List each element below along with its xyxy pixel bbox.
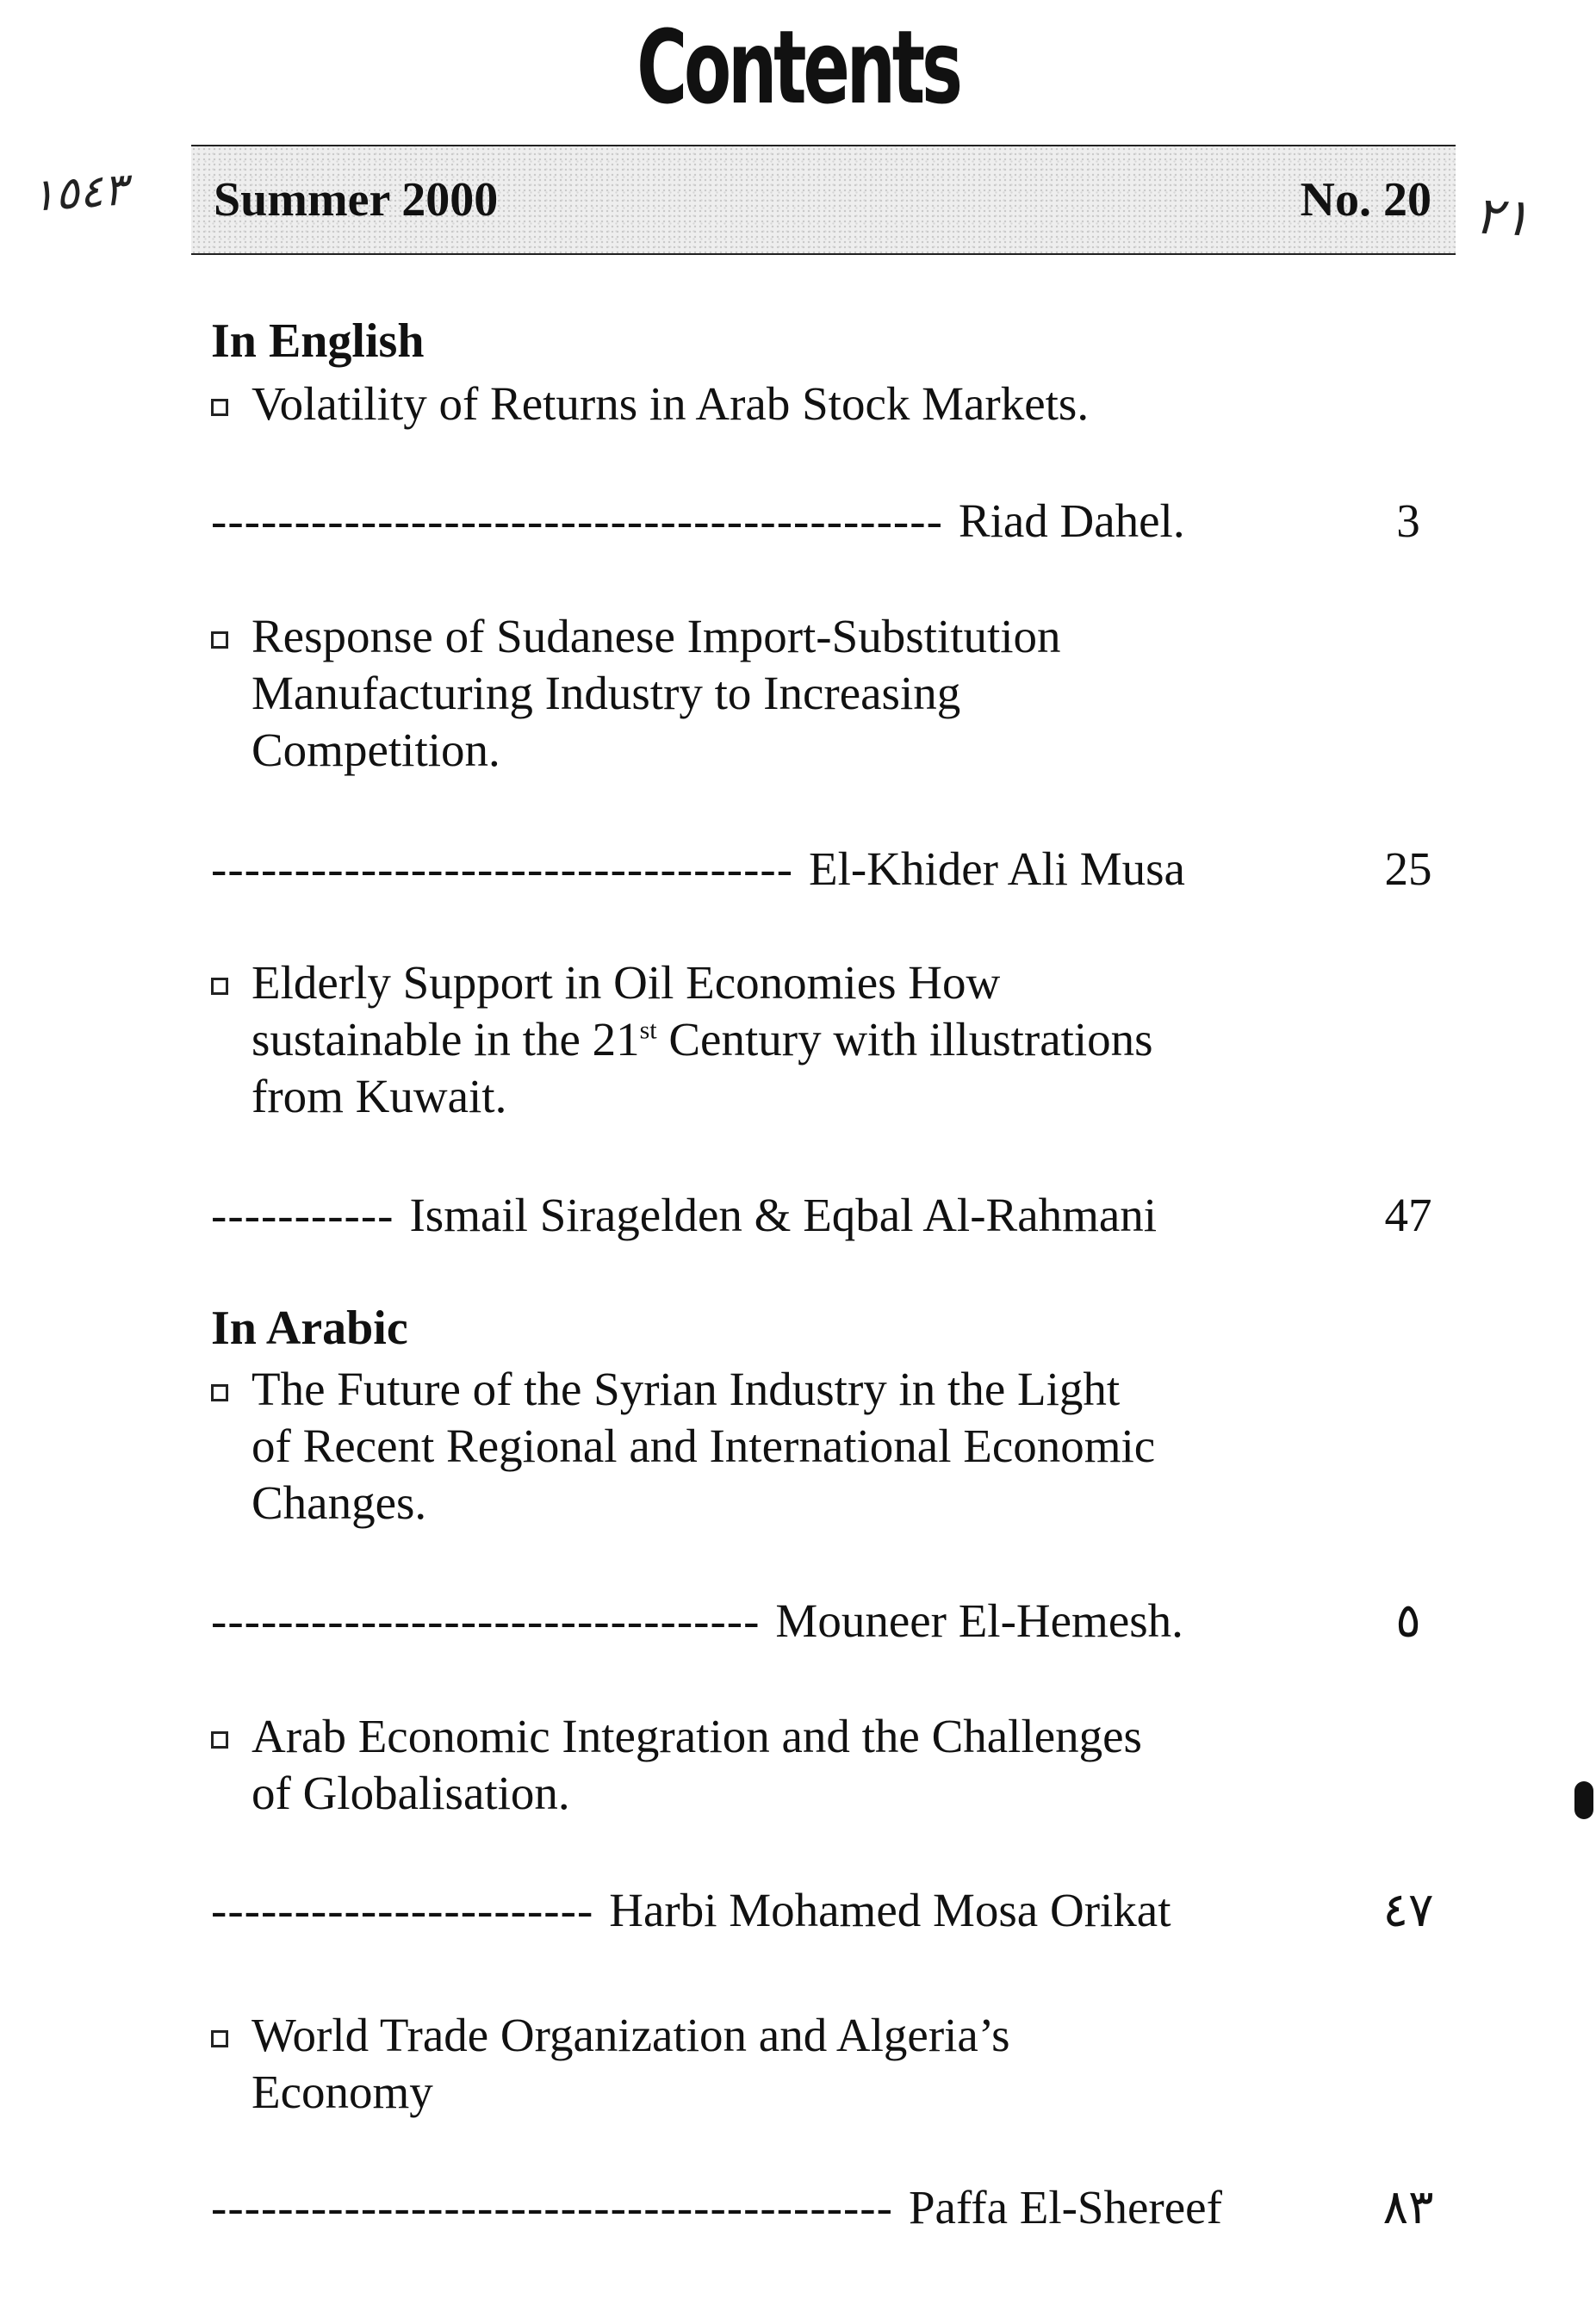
section-heading-arabic: In Arabic xyxy=(211,1302,408,1355)
article-title-line: Changes. xyxy=(252,1476,427,1529)
article-title-line: Competition. xyxy=(252,724,500,776)
leader-dashes: ----------- xyxy=(211,1189,394,1241)
article-title-line: Elderly Support in Oil Economies How xyxy=(252,956,1001,1009)
article-title xyxy=(252,2007,1010,2121)
article-page-number: 25 xyxy=(1384,842,1432,895)
scan-edge-mark xyxy=(1574,1781,1593,1819)
checkbox-bullet-icon xyxy=(211,2030,228,2047)
byline-elderly-support xyxy=(211,1185,1432,1246)
article-title-fragment: sustainable in the 21 xyxy=(252,1013,640,1066)
article-title-line: The Future of the Syrian Industry in the Light xyxy=(252,1363,1121,1415)
checkbox-bullet-icon xyxy=(211,1731,228,1749)
article-wto-algeria[interactable] xyxy=(211,2007,1270,2121)
issue-band xyxy=(191,145,1456,255)
section-heading-english: In English xyxy=(211,314,425,368)
checkbox-bullet-icon xyxy=(211,978,228,995)
leader-dashes: -------------------------------------------- xyxy=(211,494,943,547)
checkbox-bullet-icon xyxy=(211,631,228,649)
handwritten-note-right: ٢١ xyxy=(1473,185,1532,249)
article-title-fragment: Century with illustrations xyxy=(668,1013,1153,1066)
byline-sudanese-industry xyxy=(211,839,1432,899)
ordinal-superscript: st xyxy=(639,1016,657,1045)
byline-wto-algeria xyxy=(211,2178,1434,2238)
byline-syrian-industry xyxy=(211,1591,1421,1651)
article-page-number: ٥ xyxy=(1395,1594,1421,1647)
leader-dashes: ----------------------------------------- xyxy=(211,2181,893,2234)
issue-season: Summer 2000 xyxy=(214,173,499,227)
handwritten-note-left: ١٥٤٣ xyxy=(29,164,129,222)
article-page-number: 47 xyxy=(1384,1189,1432,1241)
article-title xyxy=(252,608,1061,779)
article-title-line xyxy=(252,1011,1153,1068)
article-author: Harbi Mohamed Mosa Orikat xyxy=(609,1884,1171,1936)
leader-dashes: --------------------------------- xyxy=(211,1594,761,1647)
article-author: Paffa El-Shereef xyxy=(908,2181,1222,2234)
article-title-line: of Globalisation. xyxy=(252,1767,570,1819)
article-author: El-Khider Ali Musa xyxy=(809,842,1185,895)
article-title xyxy=(252,376,1089,432)
article-title-line: World Trade Organization and Algeria’s xyxy=(252,2009,1010,2061)
article-title-line: Arab Economic Integration and the Challenges xyxy=(252,1710,1142,1762)
article-title-line: Economy xyxy=(252,2066,433,2118)
article-arab-integration[interactable] xyxy=(211,1708,1270,1822)
article-elderly-support[interactable] xyxy=(211,954,1270,1125)
article-author: Ismail Siragelden & Eqbal Al-Rahmani xyxy=(409,1189,1158,1241)
article-author: Mouneer El-Hemesh. xyxy=(775,1594,1183,1647)
article-title xyxy=(252,1708,1142,1822)
article-page-number: 3 xyxy=(1396,494,1420,547)
article-title-line: of Recent Regional and International Economic xyxy=(252,1420,1156,1472)
checkbox-bullet-icon xyxy=(211,1384,228,1401)
article-page-number: ٤٧ xyxy=(1382,1884,1434,1936)
article-title-line: Volatility of Returns in Arab Stock Markets. xyxy=(252,377,1090,430)
byline-arab-integration xyxy=(211,1880,1434,1941)
leader-dashes: ----------------------------------- xyxy=(211,842,794,895)
article-author: Riad Dahel. xyxy=(958,494,1185,547)
issue-number: No. 20 xyxy=(1300,173,1431,227)
article-title xyxy=(252,954,1153,1125)
leader-dashes: ----------------------- xyxy=(211,1884,594,1936)
byline-volatility xyxy=(211,491,1420,551)
article-title xyxy=(252,1361,1155,1531)
article-page-number: ٨٣ xyxy=(1382,2181,1434,2234)
checkbox-bullet-icon xyxy=(211,399,228,416)
article-title-line: from Kuwait. xyxy=(252,1070,507,1122)
article-title-line: Response of Sudanese Import-Substitution xyxy=(252,610,1061,662)
article-sudanese-industry[interactable] xyxy=(211,608,1270,779)
article-title-line: Manufacturing Industry to Increasing xyxy=(252,667,961,719)
page-title: Contents xyxy=(637,8,959,127)
article-volatility[interactable] xyxy=(211,376,1270,432)
article-syrian-industry[interactable] xyxy=(211,1361,1270,1531)
